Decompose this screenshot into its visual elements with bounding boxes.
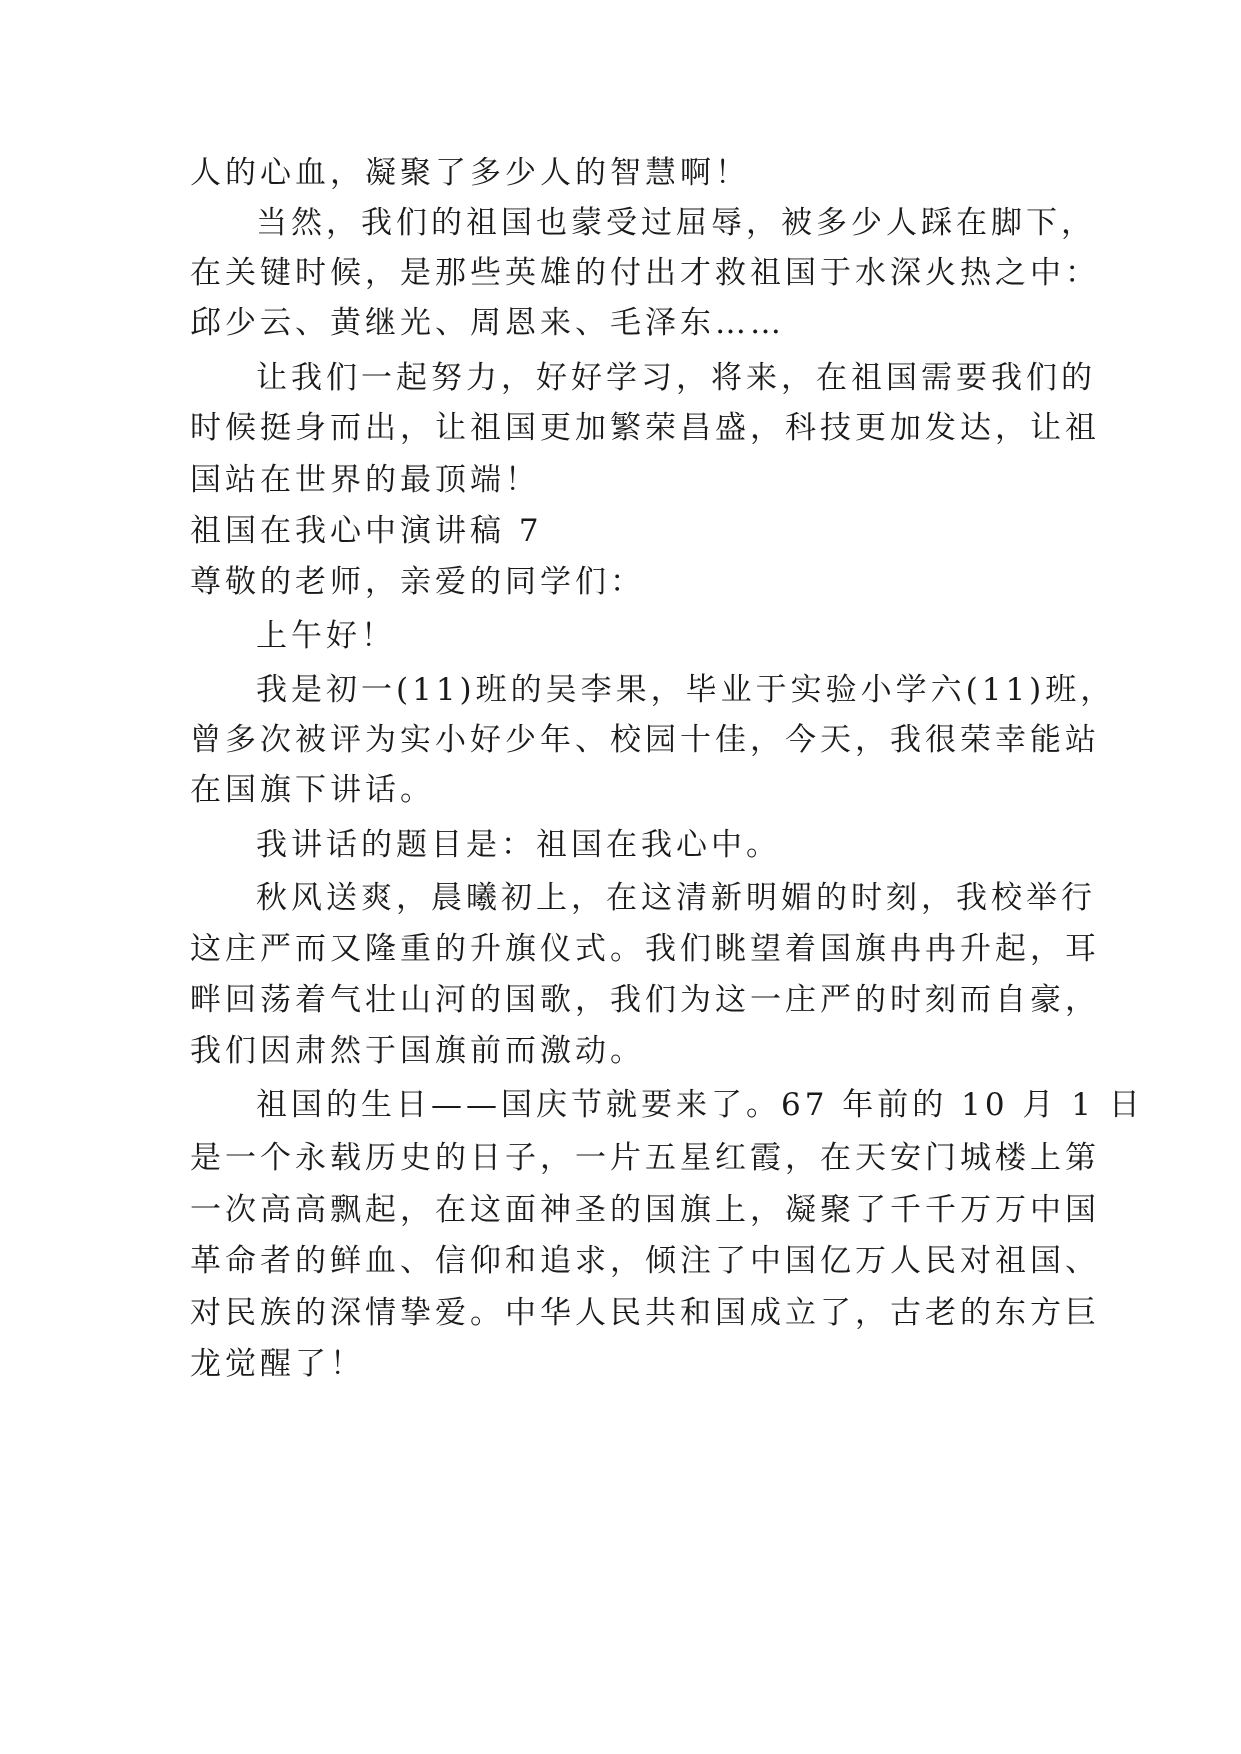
section-heading: 祖国在我心中演讲稿 7 (190, 513, 543, 549)
greeting: 上午好！ (256, 618, 396, 654)
text-line: 畔回荡着气壮山河的国歌，我们为这一庄严的时刻而自豪， (190, 982, 1100, 1018)
text-line: 龙觉醒了！ (190, 1346, 365, 1382)
text-line: 曾多次被评为实小好少年、校园十佳，今天，我很荣幸能站 (190, 722, 1100, 758)
text-line: 让我们一起努力，好好学习，将来，在祖国需要我们的 (256, 360, 1096, 396)
text-line: 时候挺身而出，让祖国更加繁荣昌盛，科技更加发达，让祖 (190, 410, 1100, 446)
text-line: 秋风送爽，晨曦初上，在这清新明媚的时刻，我校举行 (256, 880, 1096, 916)
text-line: 我们因肃然于国旗前而激动。 (190, 1033, 645, 1069)
text-line: 我讲话的题目是：祖国在我心中。 (256, 827, 781, 863)
salutation: 尊敬的老师，亲爱的同学们： (190, 564, 645, 600)
text-line: 这庄严而又隆重的升旗仪式。我们眺望着国旗冉冉升起，耳 (190, 931, 1100, 967)
text-line: 国站在世界的最顶端！ (190, 462, 540, 498)
text-line: 革命者的鲜血、信仰和追求，倾注了中国亿万人民对祖国、 (190, 1243, 1100, 1279)
text-line: 在关键时候，是那些英雄的付出才救祖国于水深火热之中： (190, 255, 1100, 291)
text-line: 一次高高飘起，在这面神圣的国旗上，凝聚了千千万万中国 (190, 1192, 1100, 1228)
text-line: 我是初一(11)班的吴李果，毕业于实验小学六(11)班， (256, 672, 1116, 708)
text-line: 人的心血，凝聚了多少人的智慧啊！ (190, 155, 750, 191)
text-line: 在国旗下讲话。 (190, 772, 435, 808)
text-line: 当然，我们的祖国也蒙受过屈辱，被多少人踩在脚下， (256, 205, 1096, 241)
text-line: 祖国的生日——国庆节就要来了。67 年前的 10 月 1 日 (256, 1087, 1144, 1123)
text-line: 是一个永载历史的日子，一片五星红霞，在天安门城楼上第 (190, 1140, 1100, 1176)
text-line: 对民族的深情挚爱。中华人民共和国成立了，古老的东方巨 (190, 1295, 1100, 1331)
text-line: 邱少云、黄继光、周恩来、毛泽东…… (190, 305, 785, 341)
